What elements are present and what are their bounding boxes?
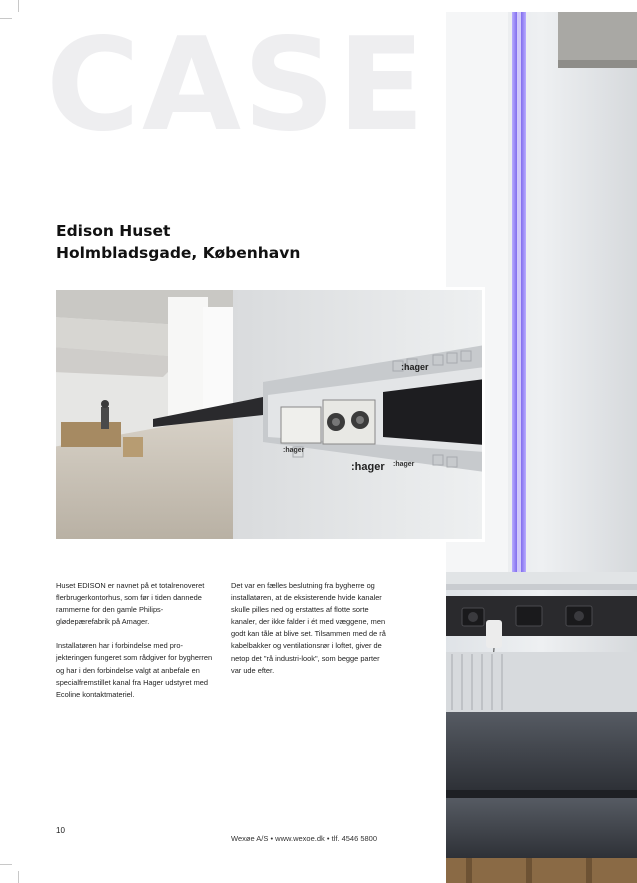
body-column-1 (56, 580, 216, 713)
case-watermark: CASE (46, 11, 427, 160)
crop-mark (18, 871, 19, 883)
hager-label-left: :hager (283, 447, 305, 454)
hager-label-top: :hager (401, 362, 429, 372)
title-address: Holmbladsgade, København (56, 244, 301, 262)
cable-trunking-photo (53, 287, 485, 542)
title-building: Edison Huset (56, 222, 171, 240)
hager-label-center: :hager (351, 461, 385, 473)
paragraph: Det var en fælles beslutning fra bygherre og installatøren, at de eksisterende hvide kanaler skulle pilles ned og erstattes af flotte sorte kanaler, der ikke falder i ét med væggene, men godt kan tåle at blive set. Tilsammen med de rå kabelbakker og ventilationsrør i loftet, giver de netop det "rå industri-look", som begge parter var ude efter. (231, 581, 386, 675)
crop-mark (18, 0, 19, 12)
paragraph: Installatøren har i forbindelse med projekteringen fungeret som rådgiver for bygherren og har i den forbindelse valgt at anbefale en specialfremstillet kanal fra Hager udstyret med Ecoline kontaktmateriel. (56, 641, 213, 699)
case-title (56, 220, 300, 264)
footer-contact: Wexøe A/S • www.wexoe.dk • tlf. 4546 5800 (231, 834, 378, 843)
crop-mark (0, 18, 12, 19)
crop-mark (0, 864, 12, 865)
hager-label-right: :hager (393, 461, 415, 468)
body-column-2 (231, 580, 391, 689)
paragraph: Huset EDISON er navnet på et totalrenoveret flerbrugerkontorhus, som før i tiden dannede rammerne for den gamle Philips-glødepærefabrik på Amager. (56, 581, 205, 627)
page-number: 10 (56, 826, 65, 835)
